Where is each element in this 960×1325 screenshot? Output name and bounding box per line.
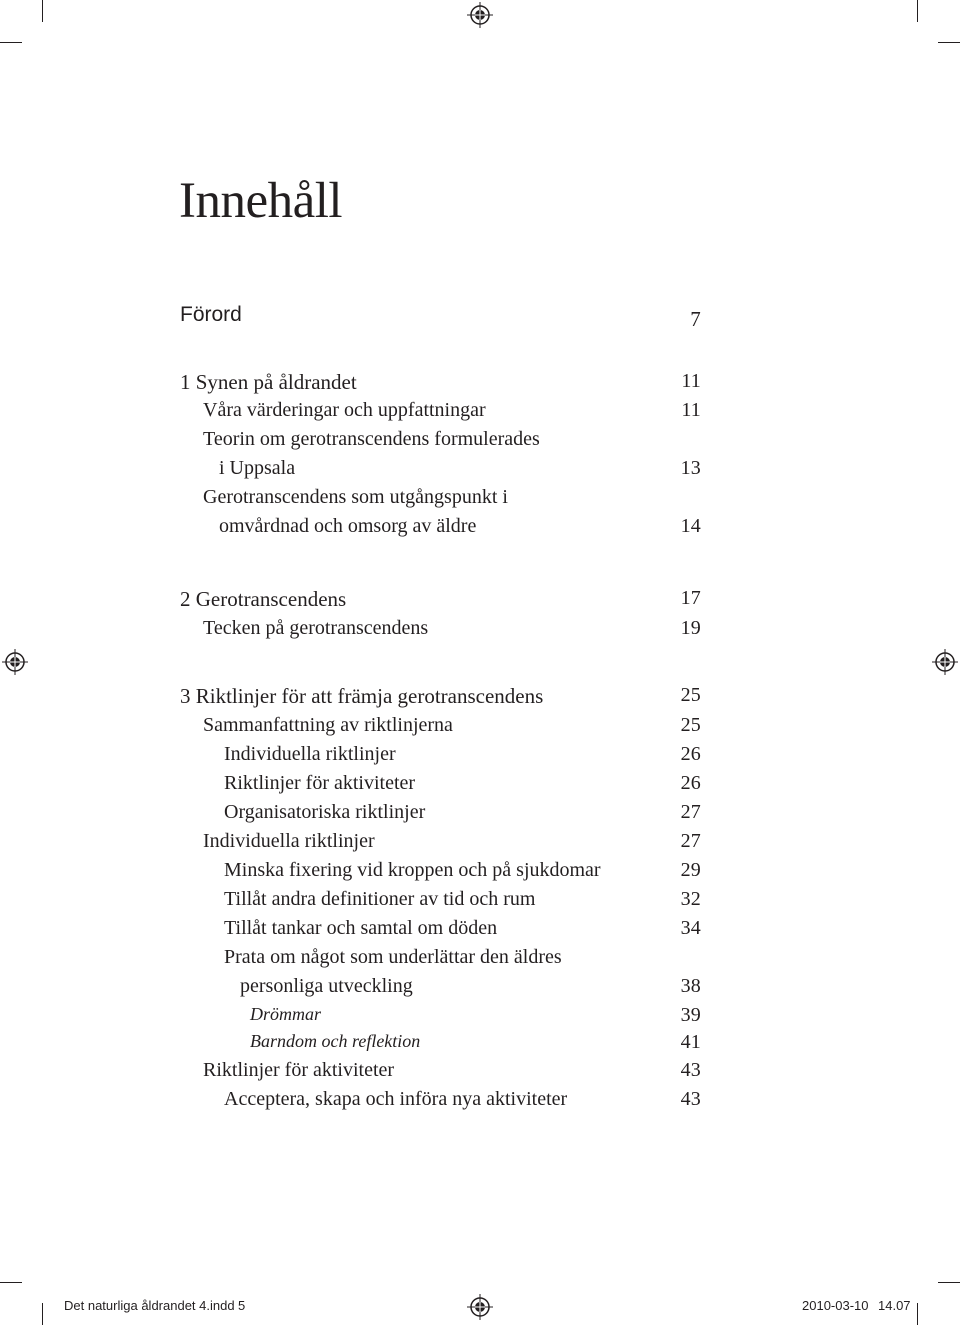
toc-entry-title: Tillåt andra definitioner av tid och rum (224, 888, 536, 910)
toc-entry-title: Individuella riktlinjer (224, 743, 396, 765)
crop-mark (0, 1282, 22, 1283)
toc-entry-title: Prata om något som underlättar den äldres (224, 946, 562, 968)
toc-entry-page: 11 (681, 399, 701, 421)
toc-entry-page: 25 (680, 714, 701, 736)
page-title: Innehåll (179, 173, 343, 229)
toc-entry-page: 26 (680, 772, 701, 794)
crop-mark (917, 0, 918, 22)
toc-entry (0, 515, 960, 545)
toc-entry-title: Tecken på gerotranscendens (203, 617, 429, 639)
toc-entry (0, 684, 960, 714)
toc-entry-title: Gerotranscendens som utgångspunkt i (203, 486, 508, 508)
toc-entry-title: Organisatoriska riktlinjer (224, 801, 426, 823)
toc-entry-title: personliga utveckling (240, 975, 413, 997)
toc-entry (0, 303, 960, 333)
toc-entry (0, 714, 960, 744)
toc-entry (0, 1004, 960, 1034)
toc-entry (0, 772, 960, 802)
crop-mark (42, 0, 43, 22)
toc-entry-page: 43 (680, 1059, 701, 1081)
toc-entry-page: 26 (680, 743, 701, 765)
toc-entry-title: Drömmar (250, 1004, 322, 1024)
slug-date: 2010-03-10 (802, 1298, 869, 1313)
toc-entry (0, 399, 960, 429)
toc-entry-page: 29 (680, 859, 701, 881)
toc-entry-title: Våra värderingar och uppfattningar (203, 399, 486, 421)
toc-entry (0, 917, 960, 947)
toc-entry (0, 587, 960, 617)
toc-entry (0, 743, 960, 773)
toc-entry-title: Teorin om gerotranscendens formulerades (203, 428, 540, 450)
toc-entry (0, 830, 960, 860)
toc-entry-page: 43 (680, 1088, 701, 1110)
slug-time: 14.07 (878, 1298, 911, 1313)
toc-entry (0, 946, 960, 976)
toc-entry-title: Tillåt tankar och samtal om döden (224, 917, 498, 939)
toc-entry-title: 3 Riktlinjer för att främja gerotranscendens (180, 684, 544, 708)
toc-entry (0, 370, 960, 400)
toc-entry (0, 1088, 960, 1118)
toc-entry-page: 13 (680, 457, 701, 479)
toc-entry-page: 32 (680, 888, 701, 910)
toc-entry-title: Individuella riktlinjer (203, 830, 375, 852)
toc-entry-page: 19 (680, 617, 701, 639)
toc-entry-title: Riktlinjer för aktiviteter (203, 1059, 395, 1081)
toc-entry-page: 27 (680, 801, 701, 823)
toc-entry-page: 11 (681, 370, 701, 392)
toc-entry (0, 801, 960, 831)
crop-mark (938, 1282, 960, 1283)
toc-entry (0, 859, 960, 889)
toc-entry-title: omvårdnad och omsorg av äldre (219, 515, 477, 537)
toc-entry-page: 34 (680, 917, 701, 939)
toc-entry-title: Sammanfattning av riktlinjerna (203, 714, 453, 736)
toc-entry (0, 486, 960, 516)
toc-entry-page: 41 (680, 1031, 701, 1053)
registration-mark-icon (467, 2, 493, 28)
registration-mark-icon (467, 1294, 493, 1320)
toc-entry-title: Barndom och reflektion (250, 1031, 421, 1051)
registration-mark-icon (2, 649, 28, 675)
toc-entry-title: Minska fixering vid kroppen och på sjukdomar (224, 859, 601, 881)
slug-filename: Det naturliga åldrandet 4.indd (64, 1298, 235, 1313)
toc-entry-page: 27 (680, 830, 701, 852)
toc-entry-title: 1 Synen på åldrandet (180, 370, 357, 394)
toc-entry-page: 38 (680, 975, 701, 997)
toc-entry-page: 7 (690, 307, 701, 331)
toc-entry (0, 617, 960, 647)
crop-mark (938, 42, 960, 43)
toc-entry-title: Acceptera, skapa och införa nya aktiviteter (224, 1088, 568, 1110)
crop-mark (42, 1303, 43, 1325)
toc-entry-page: 25 (680, 684, 701, 706)
crop-mark (0, 42, 22, 43)
toc-entry-page: 17 (680, 587, 701, 609)
toc-entry-page: 39 (680, 1004, 701, 1026)
toc-entry (0, 1031, 960, 1061)
toc-entry-title: Riktlinjer för aktiviteter (224, 772, 416, 794)
registration-mark-icon (932, 649, 958, 675)
toc-entry (0, 888, 960, 918)
toc-entry-title: 2 Gerotranscendens (180, 587, 347, 611)
toc-entry (0, 975, 960, 1005)
toc-entry-page: 14 (680, 515, 701, 537)
toc-entry (0, 1059, 960, 1089)
toc-entry (0, 457, 960, 487)
slug-page-number: 5 (238, 1298, 246, 1313)
toc-entry (0, 428, 960, 458)
crop-mark (917, 1303, 918, 1325)
toc-entry-title: Förord (180, 303, 242, 326)
toc-entry-title: i Uppsala (219, 457, 296, 479)
